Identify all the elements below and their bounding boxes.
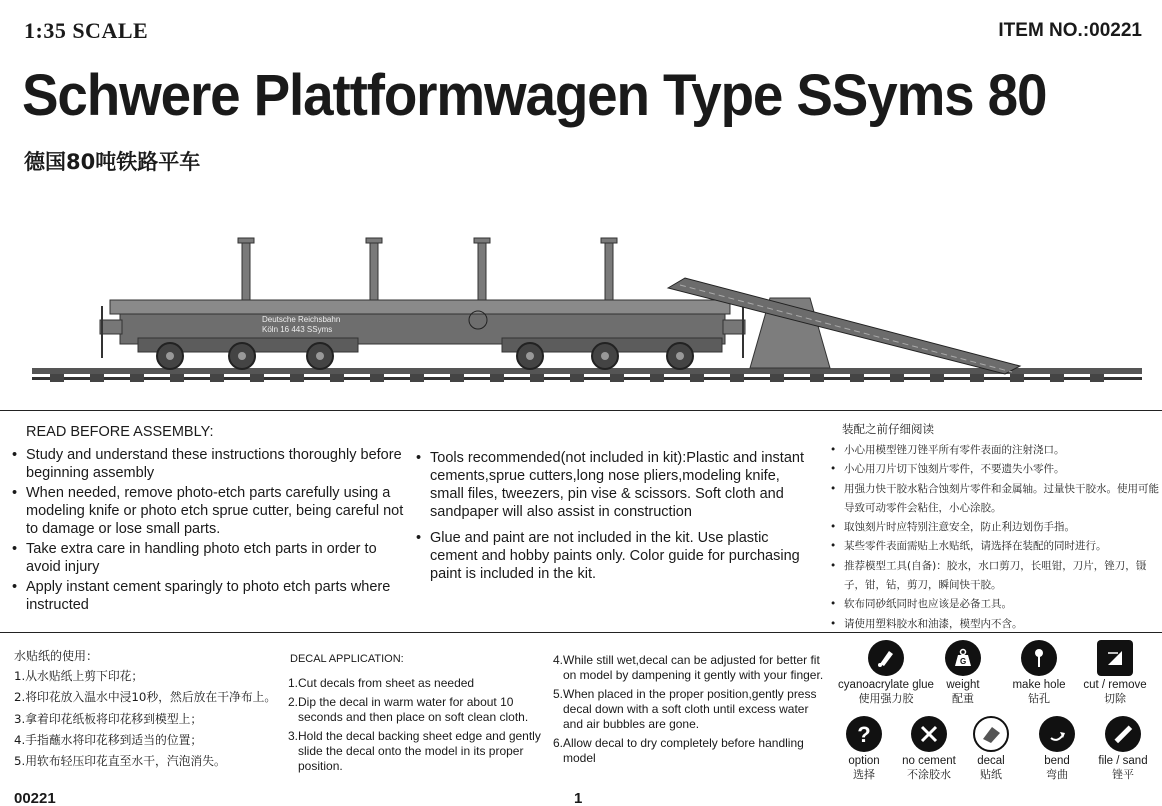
note-item: • Take extra care in handling photo etch parts in order to avoid injury	[12, 540, 410, 576]
step-number: 2.	[288, 695, 299, 709]
legend-label: bend	[1044, 755, 1070, 767]
read-before-title-cn: 装配之前仔细阅读	[842, 422, 934, 436]
divider-top	[0, 410, 1162, 411]
note-item-cn: • 取蚀刻片时应特别注意安全，防止利边划伤手指。	[830, 518, 1160, 537]
step-text: Allow decal to dry completely before handling model	[563, 736, 804, 765]
legend-label-cn: 钻孔	[1028, 692, 1050, 705]
note-item-cn: • 某些零件表面需贴上水贴纸，请选择在装配的同时进行。	[830, 537, 1160, 556]
legend-label: cyanoacrylate glue	[838, 679, 934, 691]
legend-label-cn: 弯曲	[1046, 768, 1068, 781]
legend-label: cut / remove	[1083, 679, 1147, 691]
page-subtitle-cn: 德国80吨铁路平车	[24, 150, 201, 174]
decal-steps-cn	[14, 666, 276, 772]
divider-bottom	[0, 632, 1162, 633]
note-item: • Glue and paint are not included in the kit. Use plastic cement and hobby paints only. Color guide for purchasing paint is included in the kit.	[416, 529, 816, 583]
legend-label: no cement	[902, 755, 956, 767]
bend-icon	[1039, 716, 1075, 752]
legend-label-cn: 贴纸	[980, 768, 1002, 781]
step-number: 1.	[288, 676, 299, 690]
decal-icon	[973, 716, 1009, 752]
read-before-title: READ BEFORE ASSEMBLY:	[26, 424, 214, 440]
decal-step-cn: 5.用软布轻压印花直至水干，汽泡消失。	[14, 754, 226, 769]
page-number: 1	[574, 790, 583, 806]
legend-label: weight	[946, 679, 980, 691]
legend-cut-remove	[1078, 640, 1152, 705]
step-text: While still wet,decal can be adjusted for better fit on model by dampening it gently with your finger.	[563, 653, 824, 682]
stakes	[238, 238, 617, 300]
legend-label: option	[848, 755, 880, 767]
legend-label-cn: 配重	[952, 692, 974, 705]
decal-step-cn: 1.从水贴纸上剪下印花；	[14, 669, 144, 683]
decal-steps-a	[288, 676, 550, 778]
note-item: • Study and understand these instructions thoroughly before beginning assembly	[12, 446, 410, 482]
step-number: 3.	[288, 729, 299, 743]
scale-label: 1:35 SCALE	[24, 18, 149, 43]
svg-text:G: G	[960, 657, 967, 666]
option-icon: ?	[846, 716, 882, 752]
note-item: • Tools recommended(not included in kit):Plastic and instant cements,sprue cutters,long nose pliers,modeling knife, small files, tweezers, pin vise & scissors. Soft cloth and sandpaper will also assist in construction	[416, 449, 816, 521]
decal-step	[288, 695, 550, 725]
decal-step	[553, 653, 831, 683]
note-item: • Apply instant cement sparingly to photo etch parts where instructed	[12, 578, 410, 614]
legend-label-cn: 不涂胶水	[907, 768, 951, 781]
legend-weight	[926, 640, 1000, 705]
legend-option	[830, 716, 898, 781]
railcar-illustration	[20, 228, 1145, 398]
step-text: Cut decals from sheet as needed	[298, 676, 475, 690]
symbol-legend	[830, 640, 1160, 790]
legend-file-sand	[1086, 716, 1160, 781]
step-text: When placed in the proper position,gently press decal down with a soft cloth until excess water and air bubbles are gone.	[563, 687, 817, 731]
decal-step	[288, 729, 550, 774]
weight-icon	[945, 640, 981, 676]
wagon-label-1: Deutsche Reichsbahn	[262, 315, 341, 324]
step-number: 6.	[553, 736, 564, 750]
note-item-cn: • 软布同砂纸同时也应该是必备工具。	[830, 595, 1160, 614]
footer-item-code: 00221	[14, 790, 56, 806]
decal-step-cn: 4.手指蘸水将印花移到适当的位置；	[14, 732, 203, 747]
note-item-cn: • 推荐模型工具(自备)：胶水，水口剪刀，长咀钳，刀片，锉刀，镊子，钳，钻，剪刀，瞬间快干胶。	[830, 557, 1160, 596]
assembly-notes-cn	[830, 441, 1160, 634]
note-item: • When needed, remove photo-etch parts carefully using a modeling knife or photo etch sprue cutter, being careful not to damage or lose small parts.	[12, 484, 410, 538]
decal-title: DECAL APPLICATION:	[290, 653, 404, 665]
decal-step	[553, 736, 831, 766]
no-cement-icon	[911, 716, 947, 752]
cyanoacrylate-glue-icon	[868, 640, 904, 676]
legend-label-cn: 切除	[1104, 692, 1126, 705]
legend-label: decal	[977, 755, 1005, 767]
legend-label: make hole	[1012, 679, 1066, 691]
assembly-notes-mid	[416, 449, 816, 591]
decal-step	[288, 676, 550, 691]
rail-track	[32, 368, 1142, 382]
assembly-notes-left	[12, 446, 410, 616]
decal-step	[553, 687, 831, 732]
legend-label-cn: 锉平	[1112, 768, 1134, 781]
legend-label: file / sand	[1098, 755, 1148, 767]
note-item-cn: • 小心用刀片切下蚀刻片零件，不要遗失小零件。	[830, 460, 1160, 479]
wagon-label-2: Köln 16 443 SSyms	[262, 325, 333, 334]
step-text: Dip the decal in warm water for about 10 seconds and then place on soft clean cloth.	[298, 695, 529, 724]
legend-decal	[954, 716, 1028, 781]
note-item-cn: • 请使用塑料胶水和油漆，模型内不含。	[830, 615, 1160, 634]
page-title: Schwere Plattformwagen Type SSyms 80	[22, 63, 1047, 128]
cut-remove-icon	[1097, 640, 1133, 676]
step-text: Hold the decal backing sheet edge and gently slide the decal onto the model in its proper position.	[298, 729, 541, 773]
decal-title-cn: 水贴纸的使用：	[14, 649, 99, 663]
legend-bend	[1020, 716, 1094, 781]
decal-steps-b	[553, 653, 831, 770]
item-number: ITEM NO.:00221	[998, 20, 1142, 41]
decal-step-cn: 3.拿着印花纸板将印花移到模型上；	[14, 711, 203, 726]
decal-step-cn: 2.将印花放入温水中浸10秒，然后放在干净布上。	[14, 690, 277, 705]
legend-make-hole	[1002, 640, 1076, 705]
step-number: 5.	[553, 687, 564, 701]
step-number: 4.	[553, 653, 564, 667]
note-item-cn: • 用强力快干胶水粘合蚀刻片零件和金属轴。过量快干胶水。使用可能导致可动零件会粘住，小心涂胶。	[830, 480, 1160, 519]
make-hole-icon	[1021, 640, 1057, 676]
legend-label-cn: 选择	[853, 768, 875, 781]
legend-label-cn: 使用强力胶	[858, 692, 914, 705]
file-sand-icon	[1105, 716, 1141, 752]
note-item-cn: • 小心用模型锉刀锉平所有零件表面的注射浇口。	[830, 441, 1160, 460]
